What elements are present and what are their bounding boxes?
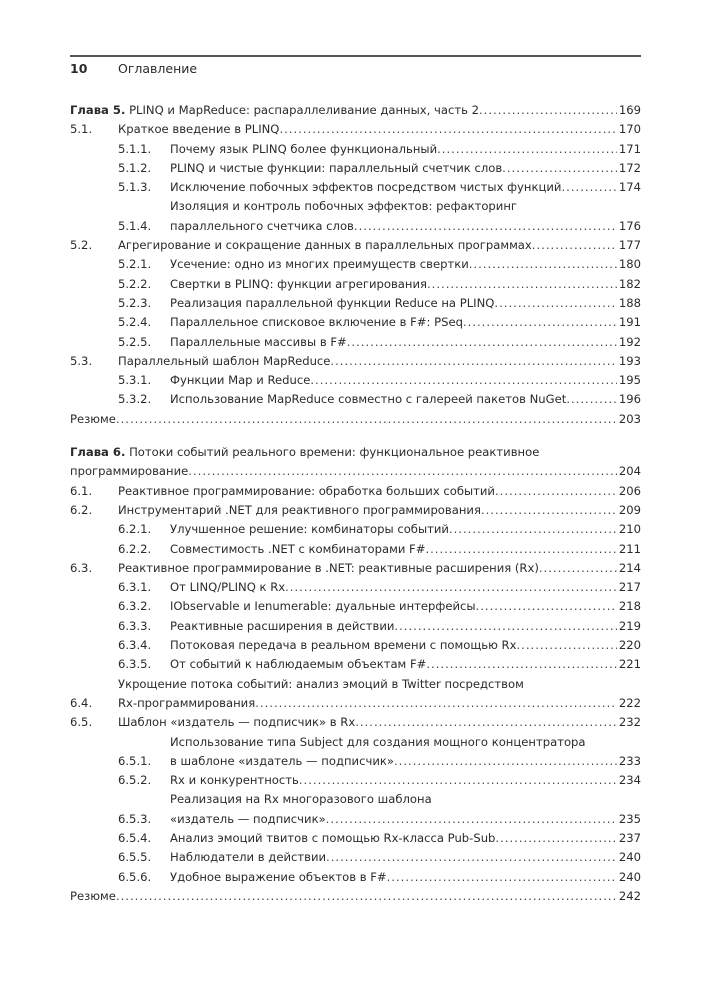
entry-title[interactable]: параллельного счетчика слов (170, 218, 354, 233)
toc-entry[interactable] (70, 197, 641, 236)
entry-last-line (170, 520, 641, 539)
leader-dots (355, 713, 617, 732)
entry-page: 210 (618, 522, 641, 537)
entry-last-line (170, 371, 641, 390)
entry-number: 6.5.2. (118, 773, 152, 788)
chapter-body (70, 101, 641, 120)
entry-title[interactable]: PLINQ и чистые функции: параллельный счетчик слов (170, 160, 503, 175)
entry-body (170, 655, 641, 674)
leader-dots (516, 636, 616, 655)
entry-title[interactable]: Наблюдатели в действии (170, 850, 327, 865)
toc-entry[interactable] (70, 482, 641, 501)
entry-number: 6.3. (70, 560, 93, 575)
entry-last-line (118, 352, 641, 371)
leader-dots (437, 140, 617, 159)
entry-title[interactable]: Параллельный шаблон MapReduce (118, 353, 331, 368)
entry-last-line (170, 771, 641, 790)
entry-page: 209 (618, 502, 641, 517)
entry-page: 235 (618, 811, 641, 826)
entry-number: 5.2.2. (118, 276, 152, 291)
entry-last-line (118, 236, 641, 255)
entry-body (170, 617, 641, 636)
entry-title[interactable]: Параллельное списковое включение в F#: PSeq (170, 315, 463, 330)
entry-number: 5.3. (70, 353, 93, 368)
entry-body (118, 675, 641, 714)
entry-page: 211 (618, 541, 641, 556)
table-of-contents (70, 101, 641, 906)
entry-title[interactable]: От событий к наблюдаемым объектам F# (170, 657, 427, 672)
entry-title[interactable]: Использование MapReduce совместно с галереей пакетов NuGet (170, 392, 567, 407)
leader-dots (394, 617, 616, 636)
entry-title[interactable]: программирование (70, 464, 189, 479)
entry-last-line (170, 868, 641, 887)
entry-number: 5.3.1. (118, 373, 152, 388)
leader-dots (425, 540, 616, 559)
leader-dots (394, 752, 617, 771)
entry-last-line (70, 410, 641, 429)
leader-dots (495, 482, 617, 501)
toc-entry[interactable] (70, 352, 641, 371)
entry-page: 221 (618, 657, 641, 672)
entry-title[interactable]: Краткое введение в PLINQ (118, 122, 280, 137)
entry-title[interactable]: Резюме (70, 888, 116, 903)
toc-entry[interactable] (70, 540, 641, 559)
entry-page: 192 (618, 334, 641, 349)
entry-number: 6.5.4. (118, 830, 152, 845)
toc-entry[interactable] (70, 655, 641, 674)
chapter-page: 169 (618, 103, 641, 117)
entry-body (170, 178, 641, 197)
entry-body (70, 887, 641, 906)
entry-last-line (170, 829, 641, 848)
toc-entry[interactable] (70, 294, 641, 313)
chapter-label: Глава 6. (70, 445, 126, 460)
leader-dots (426, 655, 616, 674)
entry-page: 206 (618, 483, 641, 498)
entry-page: 182 (618, 276, 641, 291)
toc-entry[interactable] (70, 597, 641, 616)
entry-last-line (118, 482, 641, 501)
entry-page: 193 (618, 353, 641, 368)
entry-body (170, 275, 641, 294)
entry-title[interactable]: Инструментарий .NET для реактивного программирования (118, 502, 481, 517)
entry-last-line (170, 617, 641, 636)
entry-page: 237 (618, 830, 641, 845)
entry-number: 6.3.3. (118, 618, 152, 633)
toc-entry[interactable] (70, 255, 641, 274)
leader-dots (427, 275, 617, 294)
entry-page: 195 (618, 373, 641, 388)
entry-page: 174 (618, 180, 641, 195)
entry-page: 217 (618, 580, 641, 595)
entry-title-first: Реализация на Rx многоразового шаблона (170, 792, 432, 807)
leader-dots (449, 520, 617, 539)
entry-title[interactable]: Свертки в PLINQ: функции агрегирования (170, 276, 427, 291)
running-title: Оглавление (118, 61, 198, 76)
toc-entry[interactable] (70, 313, 641, 332)
entry-last-line (170, 275, 641, 294)
entry-last-line (170, 752, 641, 771)
entry-title[interactable]: в шаблоне «издатель — подписчик» (170, 753, 394, 768)
entry-number: 6.3.1. (118, 580, 152, 595)
entry-title[interactable]: Агрегирование и сокращение данных в параллельных программах (118, 238, 532, 253)
entry-last-line (170, 140, 641, 159)
entry-last-line (170, 159, 641, 178)
entry-page: 196 (618, 392, 641, 407)
entry-last-line (170, 636, 641, 655)
entry-last-line (170, 255, 641, 274)
entry-number: 6.5.1. (118, 753, 152, 768)
entry-last-line (170, 178, 641, 197)
entry-title-first: Укрощение потока событий: анализ эмоций в Twitter посредством (118, 676, 524, 691)
toc-entry[interactable] (70, 713, 641, 732)
entry-last-line (118, 120, 641, 139)
entry-title[interactable]: «издатель — подписчик» (170, 811, 326, 826)
toc-entry[interactable] (70, 675, 641, 714)
entry-last-line (170, 578, 641, 597)
page-header-area (70, 55, 641, 81)
entry-page: 177 (618, 238, 641, 253)
chapter-first-line (70, 443, 641, 462)
entry-title[interactable]: Почему язык PLINQ более функциональный (170, 141, 438, 156)
entry-number: 5.1.4. (118, 218, 152, 233)
entry-last-line (170, 313, 641, 332)
chapter-body (70, 443, 641, 482)
entry-number: 5.1.1. (118, 141, 152, 156)
entry-body (118, 352, 641, 371)
toc-entry[interactable] (70, 390, 641, 409)
entry-number: 6.3.4. (118, 638, 152, 653)
leader-dots (476, 597, 617, 616)
entry-page: 180 (618, 257, 641, 272)
header-rule (70, 55, 641, 57)
leader-dots (255, 694, 617, 713)
entry-body (170, 540, 641, 559)
toc-entry[interactable] (70, 140, 641, 159)
entry-title[interactable]: Удобное выражение объектов в F# (170, 869, 387, 884)
entry-last-line (70, 101, 641, 120)
toc-entry[interactable] (70, 120, 641, 139)
entry-last-line (170, 597, 641, 616)
entry-page: 204 (618, 464, 641, 479)
entry-last-line (170, 294, 641, 313)
entry-title[interactable]: Шаблон «издатель — подписчик» в Rx (118, 715, 356, 730)
entry-last-line (118, 559, 641, 578)
entry-body (118, 501, 641, 520)
entry-last-line (170, 848, 641, 867)
toc-entry[interactable] (70, 617, 641, 636)
entry-last-line (170, 655, 641, 674)
entry-title[interactable]: Реактивное программирование: обработка больших событий (118, 483, 495, 498)
entry-body (170, 333, 641, 352)
summary-entry[interactable] (70, 887, 641, 906)
entry-title[interactable]: Rx и конкурентность (170, 773, 299, 788)
toc-entry[interactable] (70, 848, 641, 867)
entry-number: 6.2.1. (118, 522, 152, 537)
entry-page: 242 (618, 888, 641, 903)
leader-dots (116, 410, 617, 429)
leader-dots (469, 255, 617, 274)
entry-body (170, 848, 641, 867)
entry-body (170, 733, 641, 772)
entry-number: 5.3.2. (118, 392, 152, 407)
entry-number: 6.2.2. (118, 541, 152, 556)
toc-entry[interactable] (70, 159, 641, 178)
entry-body (170, 159, 641, 178)
entry-last-line (70, 887, 641, 906)
entry-body (170, 771, 641, 790)
toc-entry[interactable] (70, 771, 641, 790)
entry-body (118, 559, 641, 578)
entry-title[interactable]: IObservable и Ienumerable: дуальные интерфейсы (170, 599, 476, 614)
toc-entry[interactable] (70, 333, 641, 352)
chapter-heading[interactable] (70, 443, 641, 482)
entry-last-line (170, 333, 641, 352)
entry-last-line (170, 540, 641, 559)
leader-dots (299, 771, 617, 790)
leader-dots (481, 501, 617, 520)
leader-dots (330, 352, 616, 371)
entry-body (118, 482, 641, 501)
entry-page: 219 (618, 618, 641, 633)
entry-number: 5.2.1. (118, 257, 152, 272)
chapter-title: Потоки событий реального времени: функциональное реактивное (129, 445, 540, 460)
toc-entry[interactable] (70, 790, 641, 829)
entry-number: 6.5.3. (118, 811, 152, 826)
chapter-title: PLINQ и MapReduce: распараллеливание данных, часть 2 (129, 103, 479, 117)
entry-page: 176 (618, 218, 641, 233)
entry-body (170, 294, 641, 313)
leader-dots (326, 848, 617, 867)
toc-entry[interactable] (70, 236, 641, 255)
leader-dots (285, 578, 617, 597)
entry-page: 203 (618, 411, 641, 426)
leader-dots (188, 462, 617, 481)
entry-body (118, 236, 641, 255)
entry-page: 240 (618, 850, 641, 865)
entry-body (170, 390, 641, 409)
entry-title[interactable]: Исключение побочных эффектов посредством чистых функций (170, 180, 562, 195)
entry-body (170, 578, 641, 597)
leader-dots (502, 159, 617, 178)
entry-last-line (70, 462, 641, 481)
entry-page: 222 (618, 695, 641, 710)
running-header (70, 61, 641, 81)
entry-page: 172 (618, 160, 641, 175)
entry-page: 171 (618, 141, 641, 156)
toc-entry[interactable] (70, 829, 641, 848)
toc-entry[interactable] (70, 501, 641, 520)
toc-entry[interactable] (70, 520, 641, 539)
entry-number: 5.2. (70, 238, 93, 253)
entry-body (170, 371, 641, 390)
entry-title[interactable]: Параллельные массивы в F# (170, 334, 347, 349)
entry-body (170, 255, 641, 274)
chapter-title-wrap (70, 101, 479, 120)
entry-last-line (118, 694, 641, 713)
entry-body (118, 713, 641, 732)
entry-last-line (170, 810, 641, 829)
entry-last-line (170, 217, 641, 236)
entry-title[interactable]: Реактивное программирование в .NET: реактивные расширения (Rx) (118, 560, 539, 575)
leader-dots (387, 868, 617, 887)
toc-entry[interactable] (70, 371, 641, 390)
entry-title[interactable]: От LINQ/PLINQ к Rx (170, 580, 286, 595)
entry-title[interactable]: Потоковая передача в реальном времени с помощью Rx (170, 638, 517, 653)
entry-last-line (118, 501, 641, 520)
leader-dots (495, 829, 616, 848)
leader-dots (116, 887, 617, 906)
entry-title[interactable]: Rx-программирования (118, 695, 256, 710)
toc-entry[interactable] (70, 636, 641, 655)
entry-title-first: Изоляция и контроль побочных эффектов: рефакторинг (170, 199, 517, 214)
entry-body (170, 520, 641, 539)
leader-dots (310, 371, 617, 390)
entry-title[interactable]: Совместимость .NET с комбинаторами F# (170, 541, 426, 556)
toc-entry[interactable] (70, 275, 641, 294)
entry-title[interactable]: Улучшенное решение: комбинаторы событий (170, 522, 449, 537)
leader-dots (347, 333, 617, 352)
leader-dots (494, 294, 616, 313)
leader-dots (279, 120, 616, 139)
entry-page: 170 (618, 122, 641, 137)
entry-number: 5.1.2. (118, 160, 152, 175)
leader-dots (326, 810, 617, 829)
chapter-gap (70, 429, 641, 443)
entry-number: 5.1. (70, 122, 93, 137)
entry-number: 5.2.4. (118, 315, 152, 330)
entry-body (170, 790, 641, 829)
toc-entry[interactable] (70, 559, 641, 578)
chapter-label: Глава 5. (70, 103, 126, 117)
leader-dots (566, 390, 617, 409)
leader-dots (532, 236, 617, 255)
entry-number: 6.1. (70, 483, 93, 498)
entry-title[interactable]: Реализация параллельной функции Reduce на PLINQ (170, 295, 495, 310)
entry-body (70, 410, 641, 429)
entry-title[interactable]: Анализ эмоций твитов с помощью Rx-класса Pub-Sub (170, 830, 496, 845)
leader-dots (539, 559, 617, 578)
entry-body (170, 313, 641, 332)
entry-page: 234 (618, 773, 641, 788)
entry-title-first: Использование типа Subject для создания мощного концентратора (170, 734, 586, 749)
toc-entry[interactable] (70, 178, 641, 197)
entry-number: 6.3.5. (118, 657, 152, 672)
entry-body (170, 868, 641, 887)
entry-last-line (170, 390, 641, 409)
entry-last-line (118, 713, 641, 732)
entry-body (170, 829, 641, 848)
leader-dots (561, 178, 616, 197)
entry-number: 6.3.2. (118, 599, 152, 614)
entry-number: 5.2.3. (118, 295, 152, 310)
entry-number: 6.4. (70, 695, 93, 710)
toc-entry[interactable] (70, 733, 641, 772)
entry-number: 6.5.6. (118, 869, 152, 884)
entry-page: 232 (618, 715, 641, 730)
page-number: 10 (70, 61, 88, 76)
chapter-heading[interactable] (70, 101, 641, 120)
entry-page: 214 (618, 560, 641, 575)
toc-entry[interactable] (70, 578, 641, 597)
entry-body (170, 636, 641, 655)
entry-body (170, 597, 641, 616)
entry-page: 188 (618, 295, 641, 310)
leader-dots (463, 313, 617, 332)
entry-title[interactable]: Усечение: одно из многих преимуществ свертки (170, 257, 469, 272)
entry-number: 5.2.5. (118, 334, 152, 349)
leader-dots (354, 217, 617, 236)
entry-number: 6.5. (70, 715, 93, 730)
entry-number: 5.1.3. (118, 180, 152, 195)
entry-number: 6.2. (70, 502, 93, 517)
toc-entry[interactable] (70, 868, 641, 887)
entry-body (118, 120, 641, 139)
entry-body (170, 140, 641, 159)
entry-title[interactable]: Резюме (70, 411, 116, 426)
summary-entry[interactable] (70, 410, 641, 429)
entry-page: 233 (618, 753, 641, 768)
leader-dots (479, 101, 617, 120)
entry-page: 191 (618, 315, 641, 330)
entry-page: 218 (618, 599, 641, 614)
entry-page: 220 (618, 638, 641, 653)
entry-title[interactable]: Функции Map и Reduce (170, 373, 311, 388)
entry-page: 240 (618, 869, 641, 884)
entry-body (170, 197, 641, 236)
entry-title[interactable]: Реактивные расширения в действии (170, 618, 395, 633)
entry-number: 6.5.5. (118, 850, 152, 865)
